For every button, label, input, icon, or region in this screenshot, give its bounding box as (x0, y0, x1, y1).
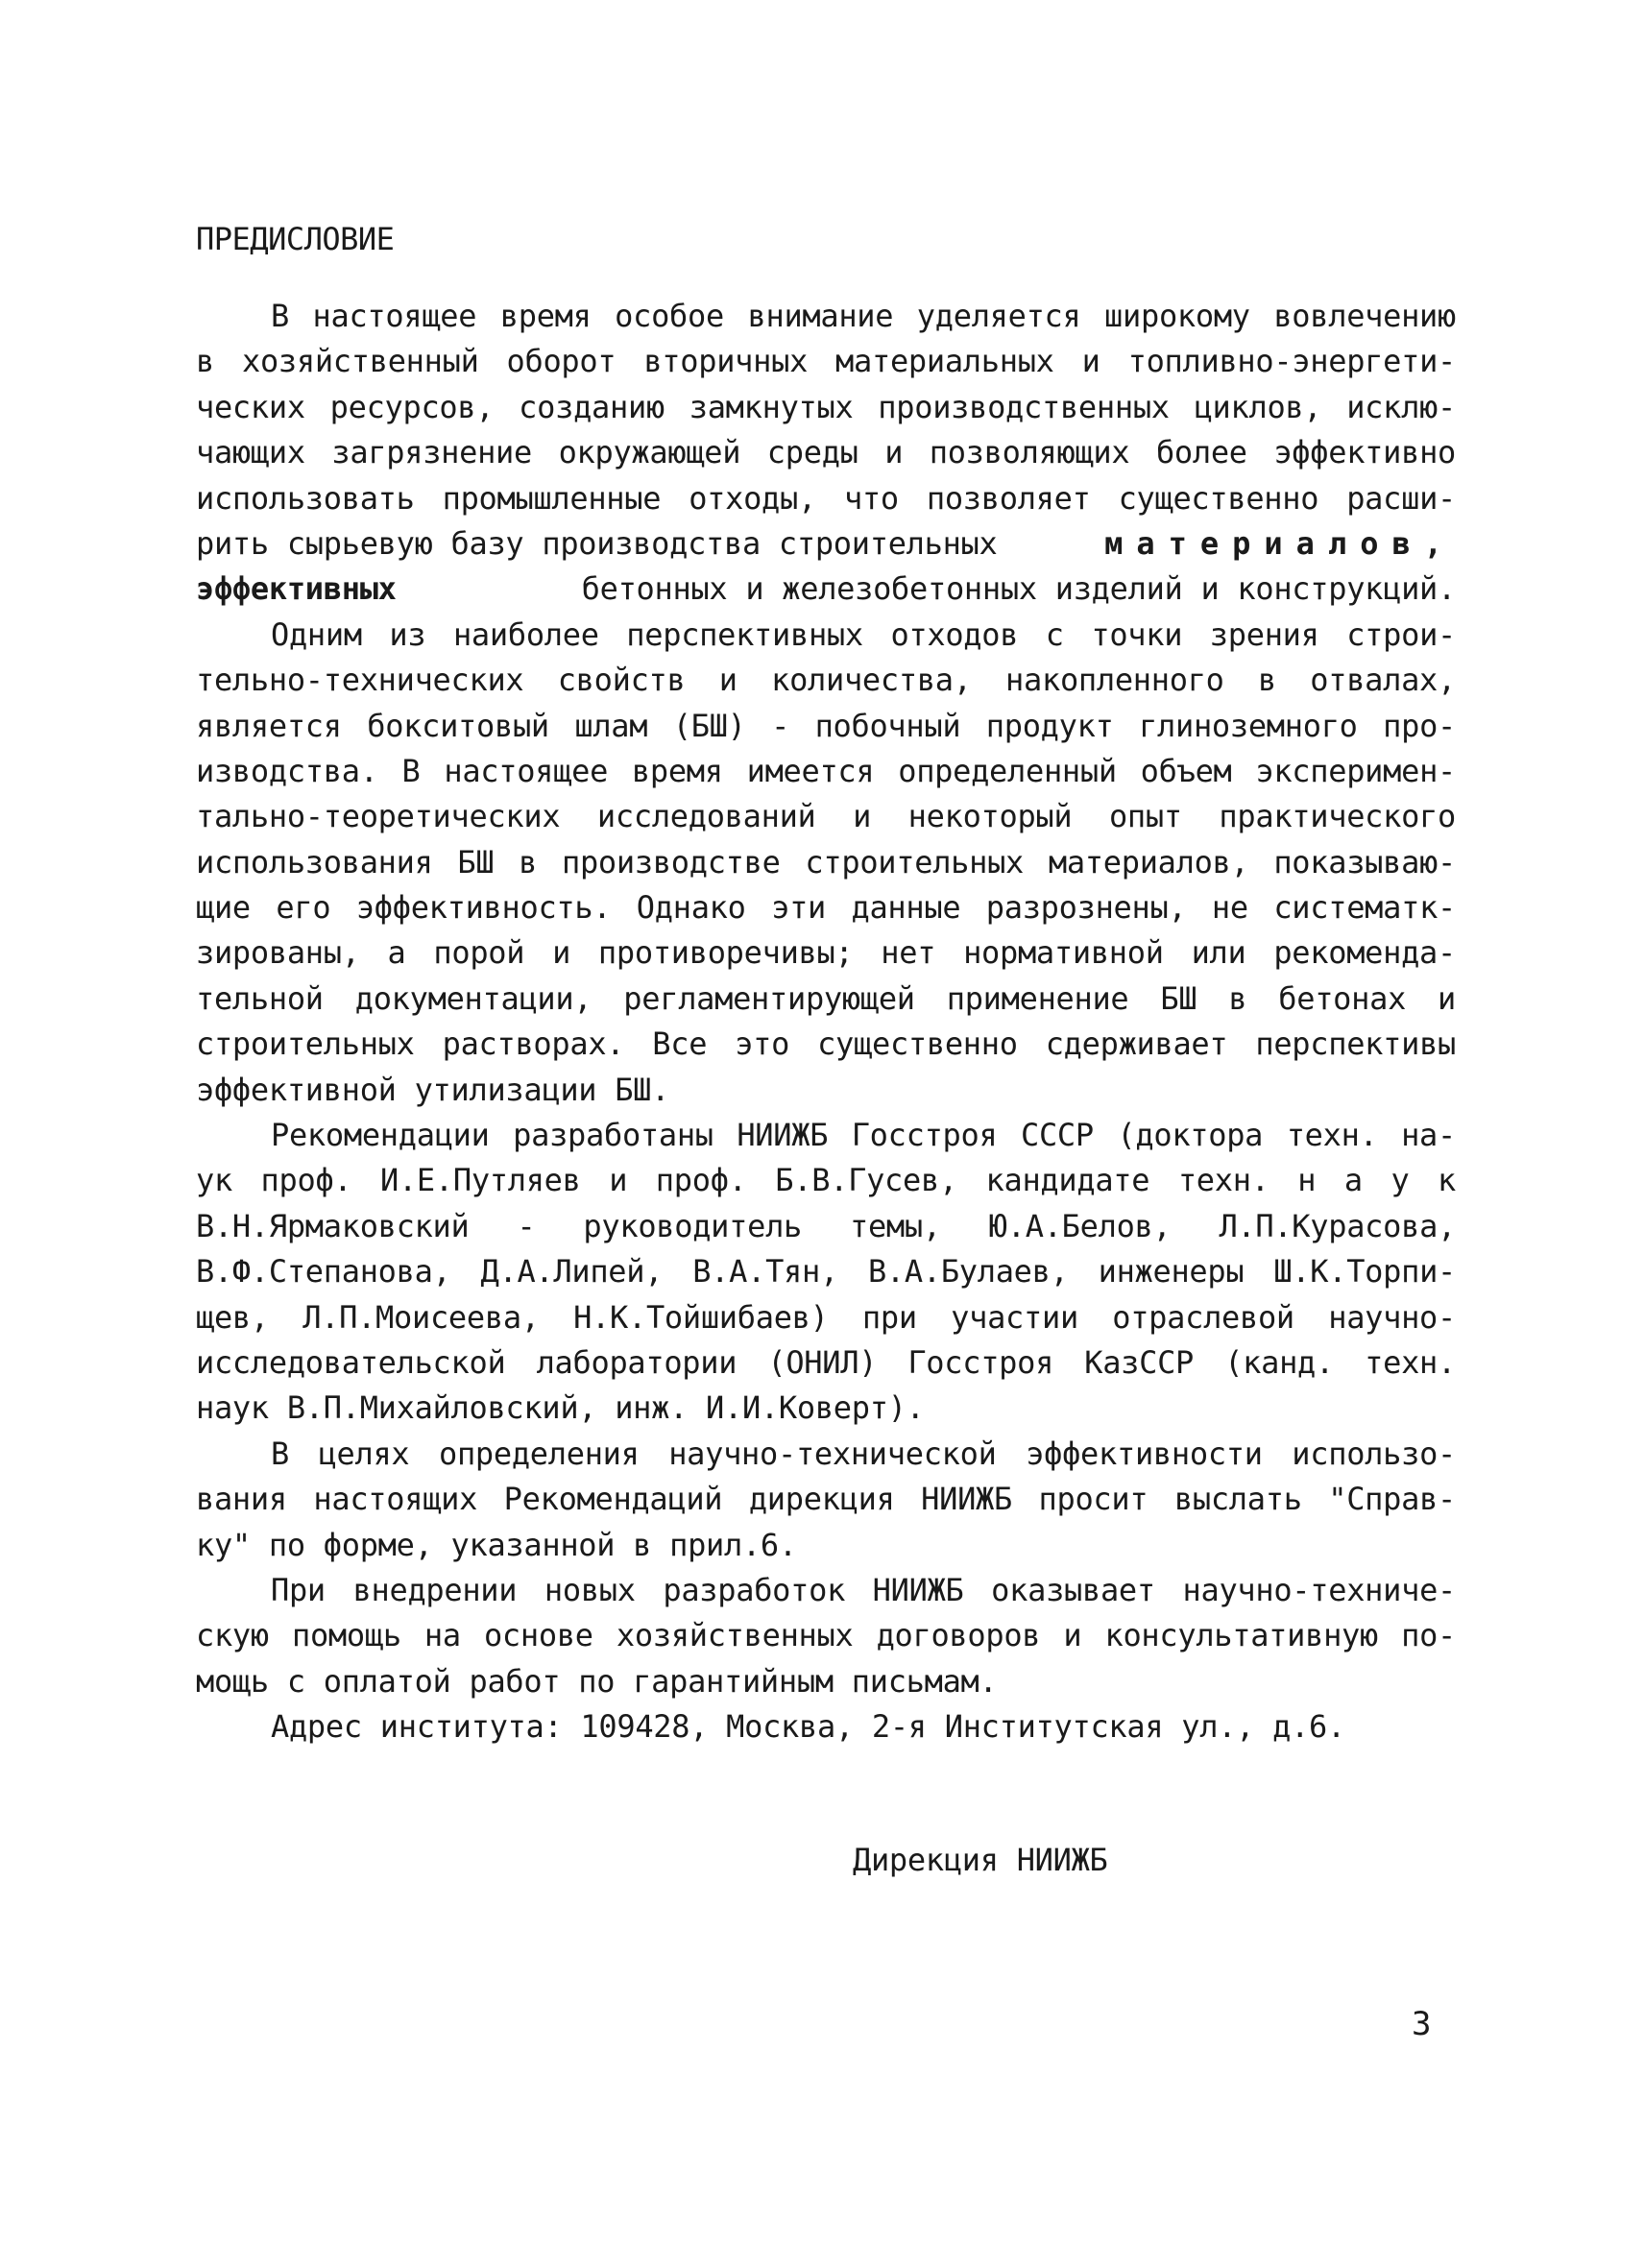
text-line-mixed (196, 521, 1456, 567)
text-line: в хозяйственный оборот вторичных материальных и топливно-энергети- (196, 343, 1456, 380)
text-line: В целях определения научно-технической эффективности использо- (271, 1435, 1456, 1472)
emphasized-word: материалов, (1104, 524, 1456, 562)
text-line: В.Н.Ярмаковский - руководитель темы, Ю.А.Белов, Л.П.Курасова, (196, 1207, 1456, 1244)
text-line: тельной документации, регламентирующей применение БШ в бетонах и (196, 979, 1456, 1017)
text-line-mixed (196, 567, 1456, 612)
text-line: В.Ф.Степанова, Д.А.Липей, В.А.Тян, В.А.Булаев, инженеры Ш.К.Торпи- (196, 1253, 1456, 1291)
text-line: вания настоящих Рекомендаций дирекция НИИЖБ просит выслать "Справ- (196, 1481, 1456, 1518)
text-line: тально-теоретических исследований и некоторый опыт практического (196, 798, 1456, 835)
text-line: ческих ресурсов, созданию замкнутых производственных циклов, исклю- (196, 388, 1456, 425)
text-line: наук В.П.Михайловский, инж. И.И.Коверт). (196, 1389, 925, 1427)
body-text (196, 294, 1456, 1750)
text-line: скую помощь на основе хозяйственных договоров и консультативную по- (196, 1617, 1456, 1654)
page-number: 3 (1412, 2005, 1432, 2043)
text-line: ук проф. И.Е.Путляев и проф. Б.В.Гусев, кандидате техн. н а у к (196, 1162, 1456, 1199)
text-fragment: рить сырьевую базу производства строительных (196, 524, 998, 562)
text-line: строительных растворах. Все это существенно сдерживает перспективы (196, 1025, 1456, 1063)
paragraph-4 (196, 1432, 1456, 1568)
paragraph-1 (196, 294, 1456, 613)
emphasized-word: эффективных (196, 570, 397, 608)
text-line: ку" по форме, указанной в прил.6. (196, 1526, 797, 1563)
text-line: использовать промышленные отходы, что позволяет существенно расши- (196, 479, 1456, 517)
text-line: является бокситовый шлам (БШ) - побочный продукт глиноземного про- (196, 707, 1456, 744)
text-line: использования БШ в производстве строительных материалов, показываю- (196, 843, 1456, 881)
paragraph-5 (196, 1568, 1456, 1704)
text-line: изводства. В настоящее время имеется определенный объем эксперимен- (196, 752, 1456, 789)
address-line: Адрес института: 109428, Москва, 2-я Институтская ул., д.6. (271, 1708, 1345, 1746)
paragraph-3 (196, 1113, 1456, 1432)
text-line: тельно-технических свойств и количества, накопленного в отвалах, (196, 662, 1456, 699)
text-line: щев, Л.П.Моисеева, Н.К.Тойшибаев) при участии отраслевой научно- (196, 1298, 1456, 1336)
text-line: исследовательской лаборатории (ОНИЛ) Госстроя КазССР (канд. техн. (196, 1343, 1456, 1381)
text-line: В настоящее время особое внимание уделяется широкому вовлечению (271, 298, 1456, 334)
text-line: мощь с оплатой работ по гарантийным письмам. (196, 1662, 998, 1700)
paragraph-2 (196, 613, 1456, 1113)
text-line: эффективной утилизации БШ. (196, 1071, 670, 1108)
page-title: ПРЕДИСЛОВИЕ (196, 221, 395, 257)
text-line: чающих загрязнение окружающей среды и позволяющих более эффективно (196, 434, 1456, 471)
signature: Дирекция НИИЖБ (853, 1842, 1108, 1878)
text-fragment: бетонных и железобетонных изделий и конструкций. (581, 570, 1456, 608)
text-line: Рекомендации разработаны НИИЖБ Госстроя СССР (доктора техн. на- (271, 1117, 1456, 1154)
text-line: Одним из наиболее перспективных отходов с точки зрения строи- (271, 615, 1456, 653)
text-line: зированы, а порой и противоречивы; нет нормативной или рекоменда- (196, 934, 1456, 972)
text-line: щие его эффективность. Однако эти данные разрознены, не систематк- (196, 889, 1456, 927)
text-line: При внедрении новых разработок НИИЖБ оказывает научно-техниче- (271, 1571, 1456, 1608)
paragraph-6 (196, 1704, 1456, 1749)
